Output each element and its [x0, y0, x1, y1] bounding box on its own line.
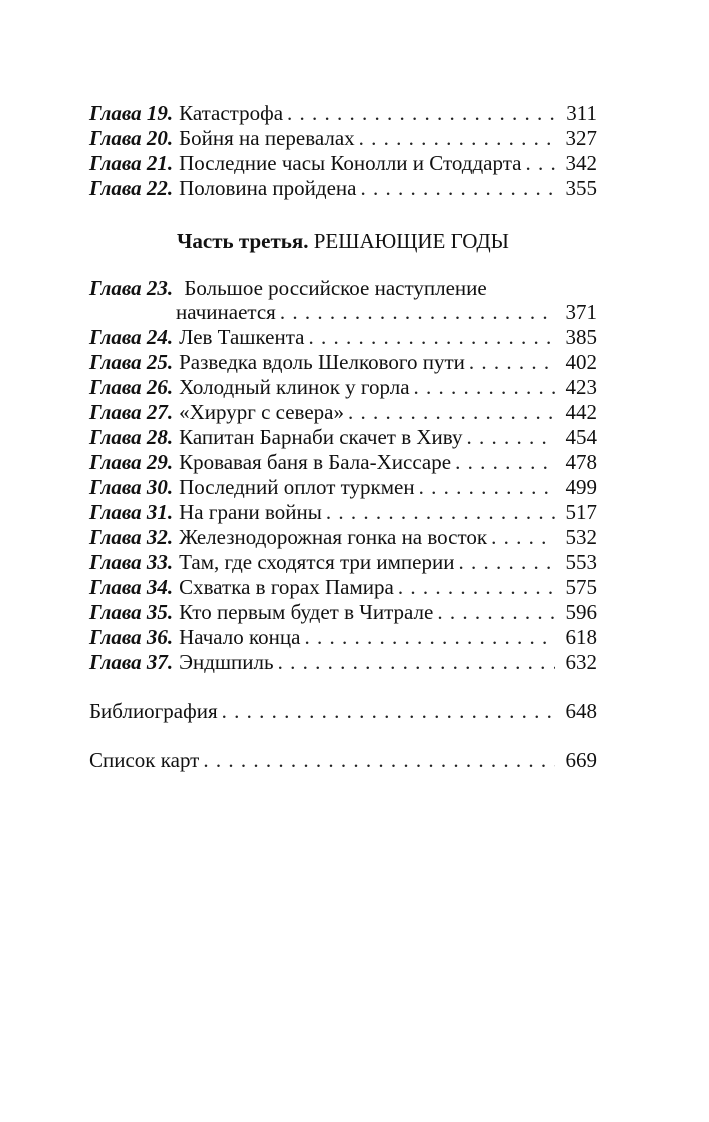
chapter-label: Глава 21.	[89, 151, 174, 175]
chapter-label: Глава 26.	[89, 375, 174, 399]
toc-entry-chapter-27[interactable]	[89, 399, 597, 425]
page-number: 442	[565, 400, 597, 424]
dot-leader	[308, 324, 555, 350]
dot-leader	[469, 349, 555, 375]
chapter-title: Разведка вдоль Шелкового пути	[179, 350, 465, 374]
chapter-label: Глава 20.	[89, 126, 174, 150]
chapter-label: Глава 32.	[89, 525, 174, 549]
dot-leader	[280, 299, 555, 325]
toc-entry-chapter-24[interactable]	[89, 324, 597, 350]
page-number: 632	[565, 650, 597, 674]
part-title: РЕШАЮЩИЕ ГОДЫ	[313, 229, 509, 253]
toc-entry-chapter-32[interactable]	[89, 524, 597, 550]
toc-entry-chapter-37[interactable]	[89, 649, 597, 675]
toc-entry-chapter-21[interactable]	[89, 150, 597, 176]
page-number: 371	[565, 300, 597, 324]
back-matter-title: Список карт	[89, 748, 200, 772]
toc-entry-chapter-19[interactable]	[89, 100, 597, 126]
chapter-title-line-1: Большое российское наступление	[184, 276, 487, 300]
chapter-label: Глава 34.	[89, 575, 174, 599]
chapter-title: Бойня на перевалах	[179, 126, 355, 150]
toc-entry-chapter-22[interactable]	[89, 175, 597, 201]
toc-entry-chapter-36[interactable]	[89, 624, 597, 650]
chapter-title: Начало конца	[179, 625, 301, 649]
dot-leader	[458, 549, 555, 575]
chapter-title: Железнодорожная гонка на восток	[179, 525, 488, 549]
chapter-title-line-2: начинается	[176, 300, 276, 324]
dot-leader	[419, 474, 555, 500]
page-number: 355	[565, 176, 597, 200]
chapter-title: Кровавая баня в Бала-Хиссаре	[179, 450, 452, 474]
chapter-title: Последние часы Конолли и Стоддарта	[179, 151, 522, 175]
page-number: 618	[565, 625, 597, 649]
dot-leader	[466, 424, 555, 450]
page-number: 454	[565, 425, 597, 449]
page-number: 478	[565, 450, 597, 474]
chapter-label: Глава 29.	[89, 450, 174, 474]
page-number: 532	[565, 525, 597, 549]
chapter-title: Эндшпиль	[179, 650, 274, 674]
chapter-label: Глава 33.	[89, 550, 174, 574]
dot-leader	[360, 175, 555, 201]
dot-leader	[326, 499, 555, 525]
toc-entry-map-list[interactable]	[89, 747, 597, 773]
chapter-label: Глава 24.	[89, 325, 174, 349]
page-number: 327	[565, 126, 597, 150]
chapter-label: Глава 30.	[89, 475, 174, 499]
page-number: 553	[565, 550, 597, 574]
dot-leader	[222, 698, 555, 724]
chapter-title: Половина пройдена	[179, 176, 357, 200]
toc-entry-chapter-28[interactable]	[89, 424, 597, 450]
page-number: 648	[565, 699, 597, 723]
toc-entry-chapter-26[interactable]	[89, 374, 597, 400]
dot-leader	[287, 100, 555, 126]
toc-entry-chapter-31[interactable]	[89, 499, 597, 525]
toc-entry-chapter-33[interactable]	[89, 549, 597, 575]
page-number: 596	[565, 600, 597, 624]
page-number: 575	[565, 575, 597, 599]
chapter-label: Глава 37.	[89, 650, 174, 674]
chapter-label: Глава 35.	[89, 600, 174, 624]
toc-entry-chapter-23[interactable]	[89, 275, 597, 301]
dot-leader	[278, 649, 555, 675]
chapter-title: Лев Ташкента	[179, 325, 305, 349]
page-number: 669	[565, 748, 597, 772]
page-number: 342	[565, 151, 597, 175]
chapter-label: Глава 25.	[89, 350, 174, 374]
chapter-label: Глава 31.	[89, 500, 174, 524]
chapter-label: Глава 22.	[89, 176, 174, 200]
chapter-title: На грани войны	[179, 500, 322, 524]
toc-entry-chapter-25[interactable]	[89, 349, 597, 375]
chapter-title: «Хирург с севера»	[179, 400, 344, 424]
toc-entry-chapter-29[interactable]	[89, 449, 597, 475]
dot-leader	[398, 574, 555, 600]
page-number: 385	[565, 325, 597, 349]
toc-entry-chapter-30[interactable]	[89, 474, 597, 500]
page-number: 402	[565, 350, 597, 374]
chapter-label: Глава 36.	[89, 625, 174, 649]
chapter-title: Схватка в горах Памира	[179, 575, 394, 599]
chapter-label: Глава 19.	[89, 101, 174, 125]
toc-entry-chapter-34[interactable]	[89, 574, 597, 600]
chapter-title: Катастрофа	[179, 101, 284, 125]
chapter-title: Капитан Барнаби скачет в Хиву	[179, 425, 463, 449]
toc-entry-bibliography[interactable]	[89, 698, 597, 724]
dot-leader	[304, 624, 555, 650]
page-number: 311	[566, 101, 597, 125]
dot-leader	[348, 399, 555, 425]
toc-entry-chapter-20[interactable]	[89, 125, 597, 151]
page-number: 423	[565, 375, 597, 399]
part-three-heading	[89, 226, 597, 256]
dot-leader	[455, 449, 555, 475]
dot-leader	[437, 599, 555, 625]
dot-leader	[414, 374, 555, 400]
chapter-label: Глава 23.	[89, 276, 174, 300]
dot-leader	[491, 524, 555, 550]
chapter-title: Кто первым будет в Читрале	[179, 600, 434, 624]
chapter-label: Глава 28.	[89, 425, 174, 449]
dot-leader	[525, 150, 555, 176]
page-number: 499	[565, 475, 597, 499]
chapter-title: Холодный клинок у горла	[179, 375, 410, 399]
chapter-label: Глава 27.	[89, 400, 174, 424]
page-number: 517	[565, 500, 597, 524]
part-label: Часть третья.	[176, 229, 309, 253]
dot-leader	[203, 747, 555, 773]
toc-entry-chapter-35[interactable]	[89, 599, 597, 625]
chapter-title: Там, где сходятся три империи	[179, 550, 455, 574]
toc-entry-chapter-23-continuation[interactable]	[176, 299, 597, 325]
dot-leader	[359, 125, 555, 151]
chapter-title: Последний оплот туркмен	[179, 475, 415, 499]
back-matter-title: Библиография	[89, 699, 218, 723]
